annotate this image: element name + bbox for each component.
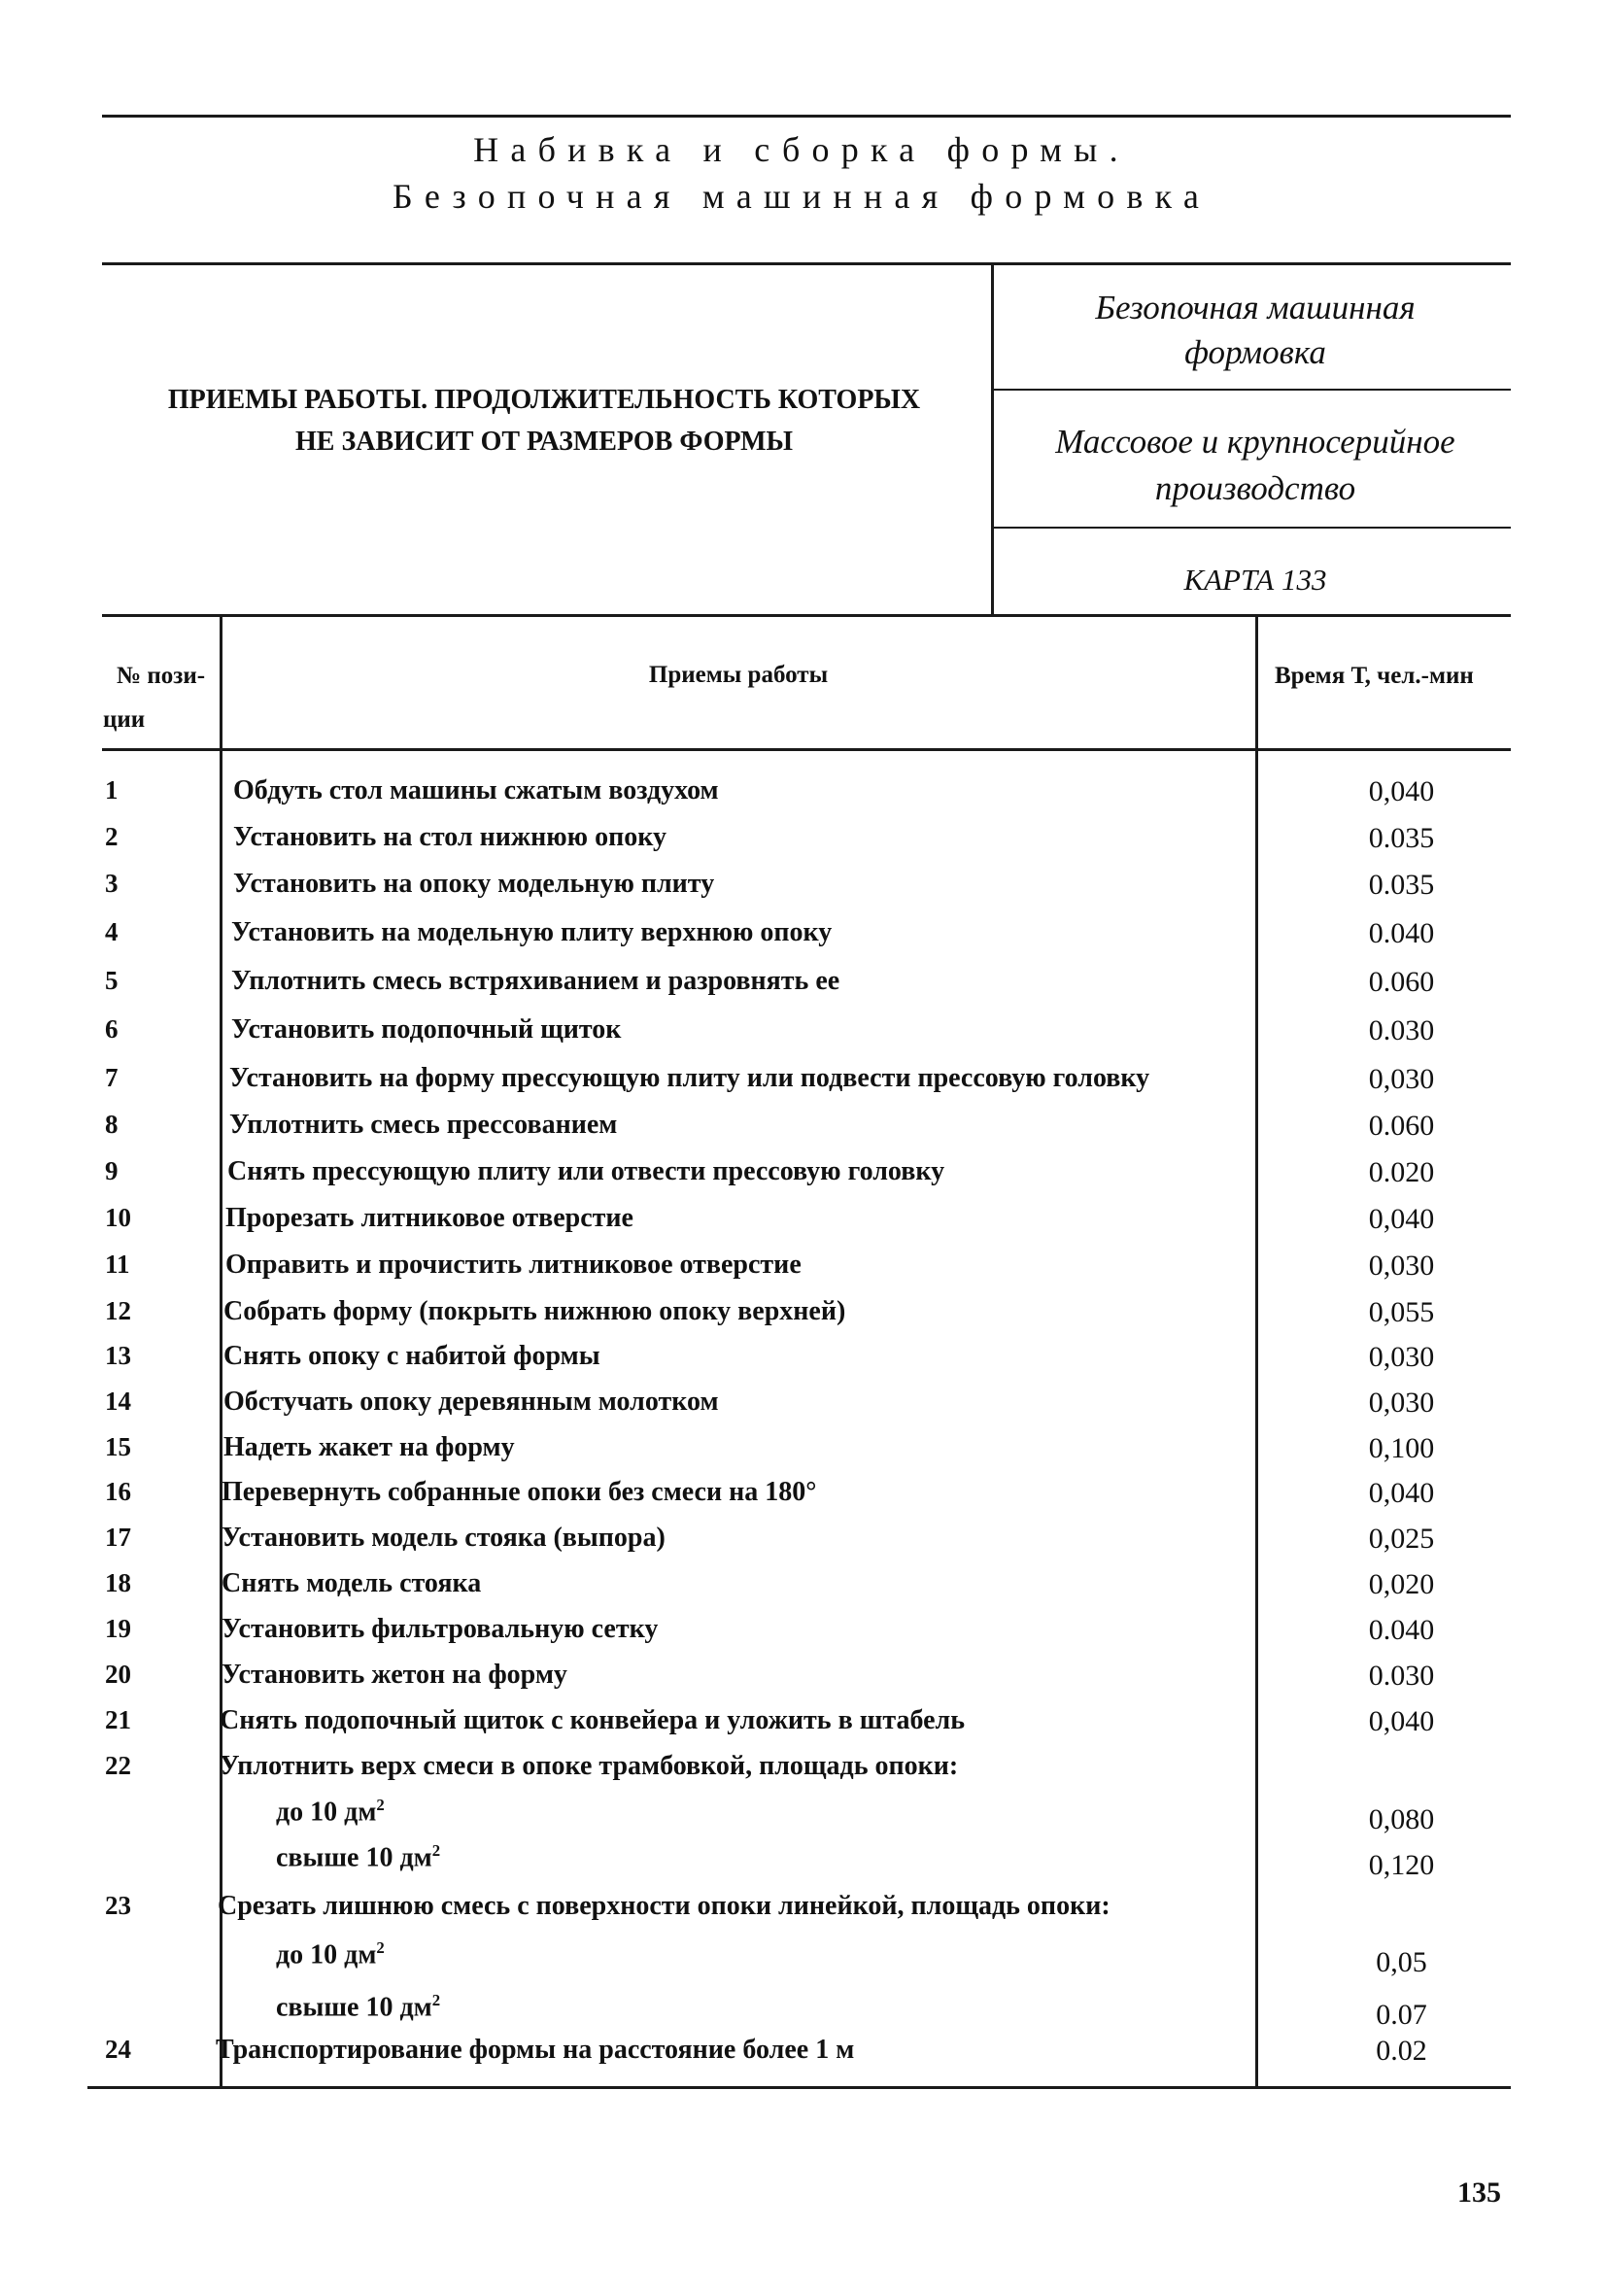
row-description (229, 1110, 617, 1141)
row-position-number: 20 (105, 1660, 131, 1689)
row-position-number: 6 (105, 1014, 119, 1044)
col-header-pos-line2: ции (103, 706, 146, 733)
superscript-exponent: 2 (431, 1841, 441, 1860)
row-position-number: 10 (105, 1203, 131, 1232)
row-description-text: до 10 дм (276, 1797, 377, 1828)
row-description-text: Установить на форму прессующую плиту или подвести прессовую головку (229, 1063, 1150, 1093)
row-description (223, 1432, 515, 1463)
table-row (0, 2035, 1606, 2079)
table-row (0, 917, 1606, 962)
row-description (233, 822, 666, 853)
table-row (0, 1891, 1606, 1936)
col-header-time: Время Т, чел.-мин (1275, 663, 1474, 689)
row-position-number: 17 (105, 1523, 131, 1552)
row-time-value: 0,020 (1368, 1568, 1435, 1600)
row-position-number: 2 (105, 822, 119, 851)
header-right-1a: Безопочная машинная (1095, 289, 1416, 326)
row-description-text: Срезать лишнюю смесь с поверхности опоки линейкой, площадь опоки: (218, 1891, 1111, 1921)
row-description-text: Обстучать опоку деревянным молотком (223, 1387, 719, 1417)
row-time-value: 0,040 (1368, 1203, 1435, 1235)
row-time-value: 0,030 (1368, 1250, 1435, 1282)
row-description-text: Снять модель стояка (222, 1568, 482, 1598)
row-description (216, 2035, 854, 2066)
table-row (0, 1705, 1606, 1750)
row-position-number: 1 (105, 775, 119, 805)
row-description (223, 1296, 845, 1327)
row-position-number: 13 (105, 1341, 131, 1370)
row-time-value: 0.040 (1368, 1614, 1435, 1646)
card-number: КАРТА 133 (1183, 563, 1327, 597)
table-row (0, 869, 1606, 913)
table-row (0, 1432, 1606, 1477)
row-description (222, 1523, 666, 1554)
row-description-text: Установить модель стояка (выпора) (222, 1523, 666, 1553)
row-description-text: Транспортирование формы на расстояние более 1 м (216, 2035, 855, 2065)
row-time-value: 0,120 (1368, 1849, 1435, 1881)
row-position-number: 23 (105, 1891, 131, 1920)
row-description (276, 1796, 385, 1828)
header-right-rule-1 (991, 389, 1511, 391)
table-bottom-rule (87, 2086, 1511, 2089)
row-position-number: 4 (105, 917, 119, 946)
table-row (0, 1477, 1606, 1522)
row-time-value: 0.020 (1368, 1156, 1435, 1188)
row-description (227, 1156, 944, 1187)
row-time-value: 0.060 (1368, 966, 1435, 998)
row-position-number: 14 (105, 1387, 131, 1416)
row-description-text: Прорезать литниковое отверстие (225, 1203, 633, 1233)
row-time-value: 0.035 (1368, 869, 1435, 901)
row-time-value: 0.030 (1368, 1660, 1435, 1692)
row-description (222, 1614, 658, 1645)
row-description (223, 1387, 719, 1418)
table-row (0, 1841, 1606, 1886)
table-row (0, 1660, 1606, 1704)
row-description-text: Установить жетон на форму (222, 1660, 567, 1690)
row-description (276, 1991, 440, 2023)
row-description-text: Снять опоку с набитой формы (223, 1341, 600, 1371)
row-description-text: Снять подопочный щиток с конвейера и уложить в штабель (220, 1705, 966, 1735)
header-left-line1: ПРИЕМЫ РАБОТЫ. ПРОДОЛЖИТЕЛЬНОСТЬ КОТОРЫХ (167, 385, 921, 415)
row-description-text: свыше 10 дм (276, 1842, 432, 1873)
table-row (0, 1110, 1606, 1154)
table-row (0, 1938, 1606, 1983)
row-time-value: 0,040 (1368, 1477, 1435, 1509)
table-row (0, 1796, 1606, 1840)
row-time-value: 0,080 (1368, 1803, 1435, 1835)
row-position-number: 19 (105, 1614, 131, 1643)
table-row (0, 1991, 1606, 2036)
row-time-value: 0,055 (1368, 1296, 1435, 1328)
row-position-number: 21 (105, 1705, 131, 1734)
header-left-line2: НЕ ЗАВИСИТ ОТ РАЗМЕРОВ ФОРМЫ (294, 427, 794, 457)
header-right-rule-2 (991, 527, 1511, 529)
superscript-exponent: 2 (431, 1991, 441, 2009)
row-description-text: Установить фильтровальную сетку (222, 1614, 659, 1644)
table-top-rule (102, 614, 1511, 617)
row-position-number: 9 (105, 1156, 119, 1185)
table-row (0, 966, 1606, 1011)
row-time-value: 0,05 (1376, 1946, 1427, 1978)
table-row (0, 1341, 1606, 1386)
row-position-number: 5 (105, 966, 119, 995)
row-description-text: Установить на стол нижнюю опоку (233, 822, 666, 852)
row-time-value: 0,040 (1368, 1705, 1435, 1737)
page-title-line2: Безопочная машинная формовка (392, 177, 1212, 216)
row-time-value: 0.030 (1368, 1014, 1435, 1046)
header-right-1b: формовка (1184, 333, 1326, 371)
table-row (0, 1156, 1606, 1201)
header-right-2b: производство (1154, 469, 1356, 507)
row-time-value: 0,100 (1368, 1432, 1435, 1464)
header-right-2a: Массовое и крупносерийное (1055, 423, 1455, 461)
page-number: 135 (1457, 2176, 1501, 2209)
page-title-line1: Набивка и сборка формы. (473, 130, 1130, 169)
row-time-value: 0,030 (1368, 1341, 1435, 1373)
row-description-text: до 10 дм (276, 1939, 377, 1970)
row-description (222, 1568, 481, 1599)
row-description (231, 917, 832, 948)
row-description-text: Оправить и прочистить литниковое отверстие (225, 1250, 802, 1280)
col-header-desc: Приемы работы (648, 662, 829, 688)
table-header-rule (102, 748, 1511, 751)
col-header-pos-line1: № пози- (117, 663, 206, 689)
table-row (0, 1523, 1606, 1567)
row-description (222, 1477, 816, 1508)
row-position-number: 8 (105, 1110, 119, 1139)
row-description-text: Уплотнить смесь прессованием (229, 1110, 618, 1140)
row-time-value: 0.060 (1368, 1110, 1435, 1142)
superscript-exponent: 2 (376, 1796, 385, 1814)
table-row (0, 1203, 1606, 1248)
table-row (0, 1568, 1606, 1613)
row-time-value: 0,040 (1368, 775, 1435, 807)
row-description-text: свыше 10 дм (276, 1992, 432, 2023)
row-position-number: 24 (105, 2035, 131, 2064)
header-top-rule (102, 262, 1511, 265)
row-description-text: Обдуть стол машины сжатым воздухом (233, 775, 719, 805)
row-description (276, 1841, 440, 1873)
row-time-value: 0,030 (1368, 1387, 1435, 1419)
row-description-text: Перевернуть собранные опоки без смеси на 180° (222, 1477, 817, 1507)
row-time-value: 0.035 (1368, 822, 1435, 854)
row-description-text: Снять прессующую плиту или отвести прессовую головку (227, 1156, 945, 1186)
row-time-value: 0,030 (1368, 1063, 1435, 1095)
row-description-text: Установить на опоку модельную плиту (233, 869, 715, 899)
row-description-text: Установить подопочный щиток (231, 1014, 622, 1045)
row-description (229, 1063, 1149, 1094)
row-description (225, 1203, 633, 1234)
table-row (0, 1614, 1606, 1659)
table-row (0, 1063, 1606, 1108)
row-position-number: 22 (105, 1751, 131, 1780)
row-description-text: Уплотнить смесь встряхиванием и разровнять ее (231, 966, 840, 996)
row-description (233, 775, 719, 806)
row-description (231, 966, 839, 997)
row-description (222, 1660, 567, 1691)
row-position-number: 15 (105, 1432, 131, 1461)
row-description-text: Собрать форму (покрыть нижнюю опоку верхней) (223, 1296, 846, 1326)
table-row (0, 1751, 1606, 1796)
row-position-number: 12 (105, 1296, 131, 1325)
row-time-value: 0.07 (1376, 1999, 1427, 2031)
row-time-value: 0.040 (1368, 917, 1435, 949)
row-position-number: 11 (105, 1250, 130, 1279)
top-rule (102, 115, 1511, 118)
table-row (0, 775, 1606, 820)
row-description (233, 869, 714, 900)
row-description-text: Установить на модельную плиту верхнюю опоку (231, 917, 833, 947)
row-time-value: 0.02 (1376, 2035, 1427, 2067)
row-description (225, 1250, 802, 1281)
superscript-exponent: 2 (376, 1938, 385, 1957)
row-description (220, 1705, 965, 1736)
row-position-number: 3 (105, 869, 119, 898)
row-position-number: 7 (105, 1063, 119, 1092)
table-row (0, 1250, 1606, 1294)
table-row (0, 1014, 1606, 1059)
table-row (0, 1387, 1606, 1431)
row-position-number: 18 (105, 1568, 131, 1597)
row-description (220, 1751, 958, 1782)
row-description (223, 1341, 600, 1372)
row-position-number: 16 (105, 1477, 131, 1506)
row-description-text: Уплотнить верх смеси в опоке трамбовкой, площадь опоки: (220, 1751, 959, 1781)
row-description (276, 1938, 385, 1970)
row-description-text: Надеть жакет на форму (223, 1432, 515, 1462)
table-row (0, 822, 1606, 867)
row-time-value: 0,025 (1368, 1523, 1435, 1555)
row-description (218, 1891, 1111, 1922)
row-description (231, 1014, 621, 1045)
table-row (0, 1296, 1606, 1341)
